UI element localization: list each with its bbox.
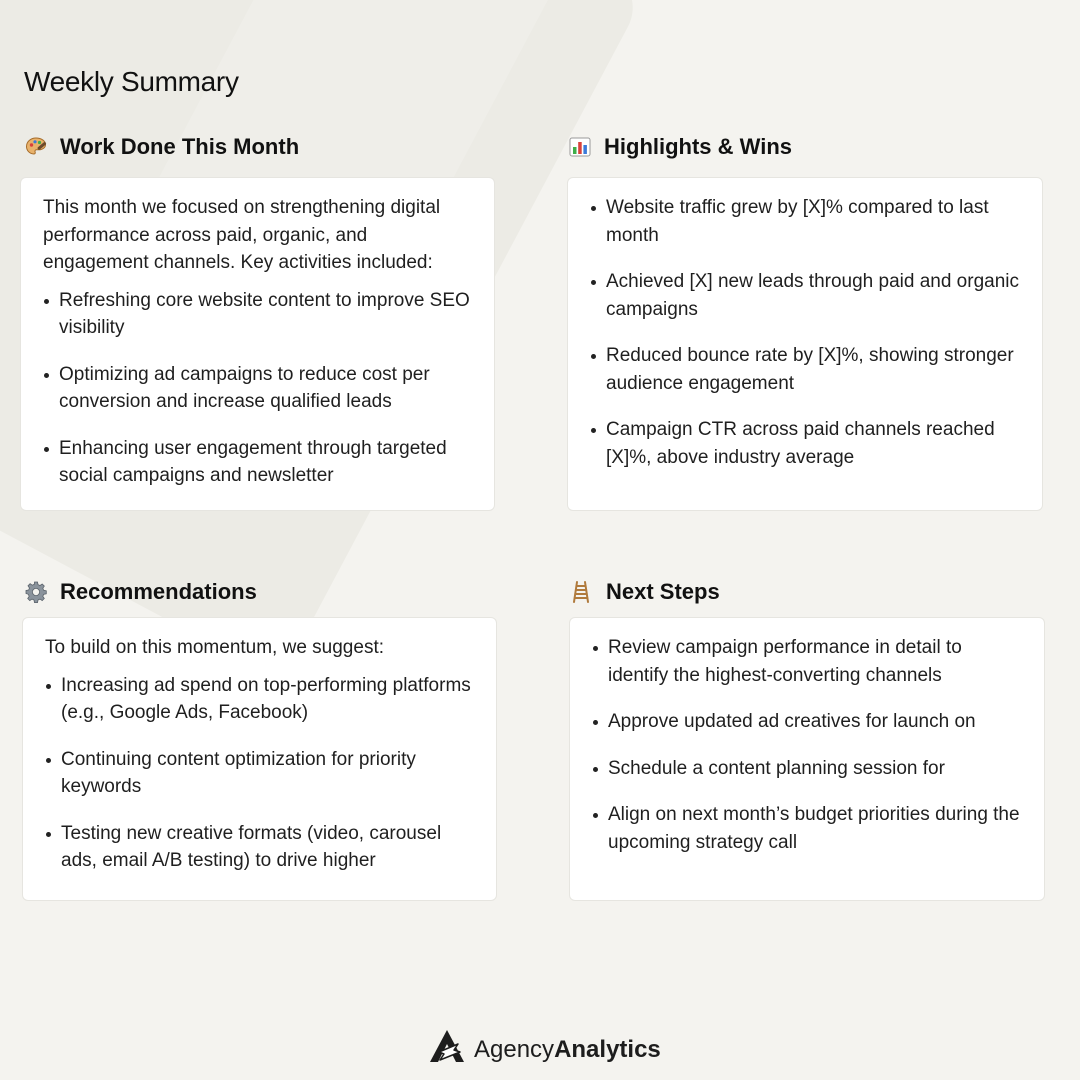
section-title-next-steps bbox=[570, 579, 720, 605]
bullet-list bbox=[590, 194, 1020, 471]
section-title-label: Next Steps bbox=[606, 579, 720, 604]
card-next-steps bbox=[569, 617, 1045, 901]
list-item: Schedule a content planning session for bbox=[592, 755, 1022, 783]
section-title-label: Recommendations bbox=[60, 579, 257, 604]
page-title: Weekly Summary bbox=[24, 66, 239, 97]
list-item: Optimizing ad campaigns to reduce cost per conversion and increase qualified leads bbox=[43, 361, 472, 416]
card-recommendations bbox=[22, 617, 497, 901]
section-title-work-done bbox=[24, 134, 299, 160]
list-item: Website traffic grew by [X]% compared to last month bbox=[590, 194, 1020, 249]
ladder-icon bbox=[570, 580, 594, 604]
list-item: Enhancing user engagement through targeted social campaigns and newsletter bbox=[43, 435, 472, 490]
list-item: Campaign CTR across paid channels reached [X]%, above industry average bbox=[590, 416, 1020, 471]
brand-name-light: Agency bbox=[474, 1035, 555, 1063]
section-title-label: Highlights & Wins bbox=[604, 134, 793, 159]
card-highlights bbox=[567, 177, 1043, 511]
list-item: Approve updated ad creatives for launch on bbox=[592, 708, 1022, 736]
palette-icon bbox=[24, 135, 48, 159]
brand-name-bold: Analytics bbox=[554, 1035, 661, 1063]
section-title-recommendations bbox=[24, 579, 257, 605]
list-item: Reduced bounce rate by [X]%, showing stronger audience engagement bbox=[590, 342, 1020, 397]
footer-brand bbox=[428, 1028, 661, 1071]
bullet-list bbox=[592, 634, 1022, 856]
gear-icon bbox=[24, 580, 48, 604]
section-title-label: Work Done This Month bbox=[60, 134, 300, 159]
list-item: Review campaign performance in detail to identify the highest-converting channels bbox=[592, 634, 1022, 689]
bullet-list bbox=[43, 287, 472, 490]
card-intro: To build on this momentum, we suggest: bbox=[45, 637, 385, 658]
bullet-list bbox=[45, 672, 474, 875]
list-item: Achieved [X] new leads through paid and organic campaigns bbox=[590, 268, 1020, 323]
list-item: Increasing ad spend on top-performing platforms (e.g., Google Ads, Facebook) bbox=[45, 672, 474, 727]
bar-chart-icon bbox=[568, 135, 592, 159]
list-item: Align on next month’s budget priorities during the upcoming strategy call bbox=[592, 801, 1022, 856]
agency-analytics-logo-icon bbox=[428, 1028, 466, 1071]
list-item: Testing new creative formats (video, carousel ads, email A/B testing) to drive higher bbox=[45, 820, 474, 875]
section-title-highlights bbox=[568, 134, 792, 160]
list-item: Refreshing core website content to improve SEO visibility bbox=[43, 287, 472, 342]
card-work-done bbox=[20, 177, 495, 511]
card-intro: This month we focused on strengthening digital performance across paid, organic, and engagement channels. Key activities included: bbox=[43, 197, 441, 273]
list-item: Continuing content optimization for priority keywords bbox=[45, 746, 474, 801]
